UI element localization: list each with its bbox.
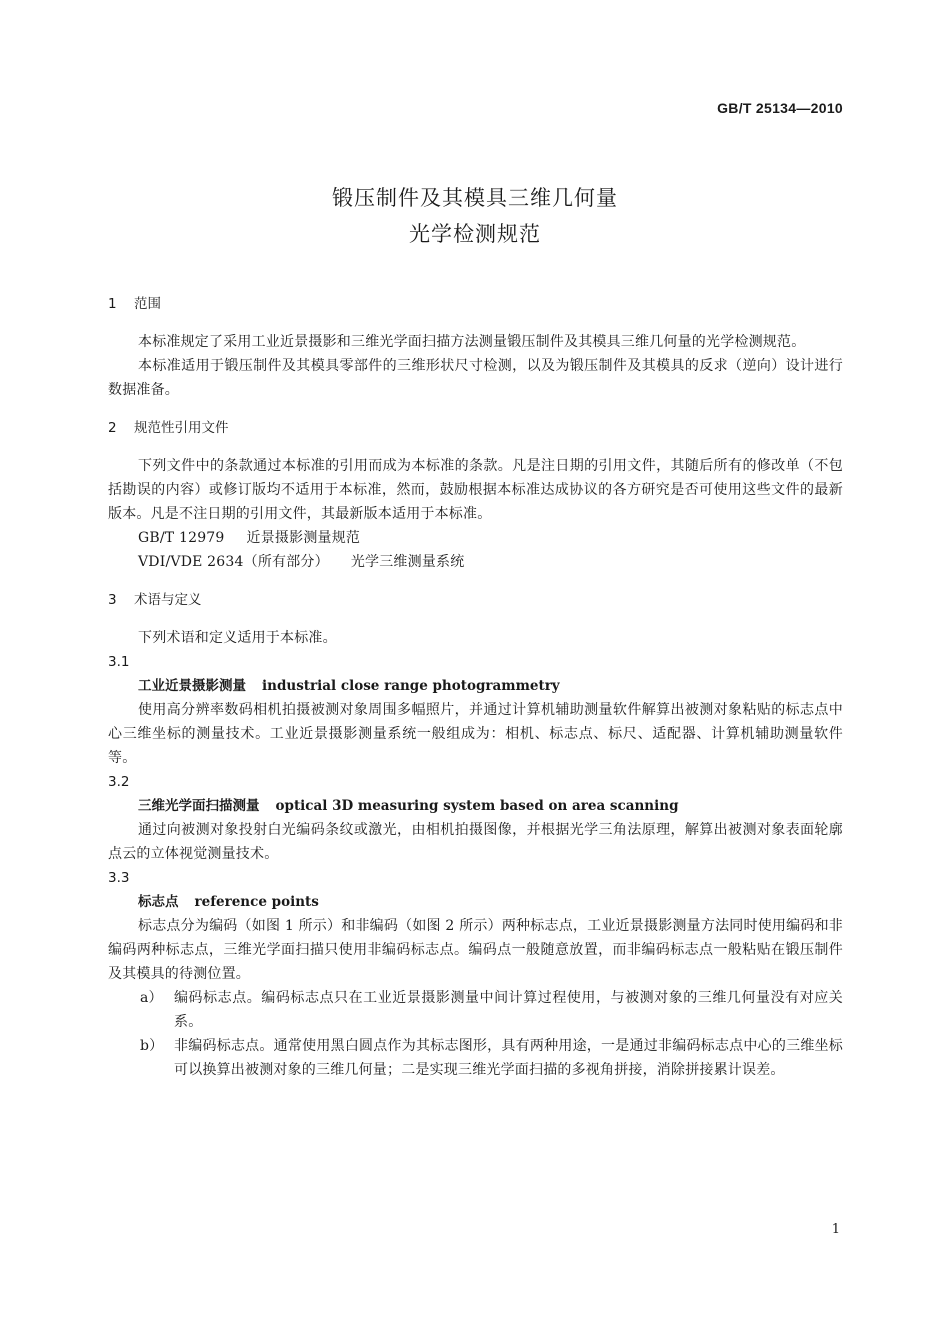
section-1-number: 1 [108,296,117,312]
reference-code: VDI/VDE 2634（所有部分） [138,554,329,570]
reference-item [108,550,843,574]
list-item-b [108,1034,843,1082]
list-item-a [108,986,843,1034]
list-item-text: 编码标志点。编码标志点只在工业近景摄影测量中间计算过程使用，与被测对象的三维几何量没有对应关系。 [174,990,843,1030]
document-body [108,290,843,1082]
term-english: industrial close range photogrammetry [262,678,560,694]
document-title [0,180,950,252]
section-1-paragraph-2: 本标准适用于锻压制件及其模具零部件的三维形状尺寸检测，以及为锻压制件及其模具的反求（逆向）设计进行数据准备。 [108,358,843,398]
section-1-heading [108,292,843,316]
section-3-heading [108,588,843,612]
term-heading-3-3 [108,890,843,914]
page-number: 1 [831,1222,840,1237]
title-line-2: 光学检测规范 [409,222,541,246]
term-english: optical 3D measuring system based on area scanning [275,798,679,814]
list-item-text: 非编码标志点。通常使用黑白圆点作为其标志图形，具有两种用途，一是通过非编码标志点中心的三维坐标可以换算出被测对象的三维几何量；二是实现三维光学面扫描的多视角拼接，消除拼接累计误差。 [174,1038,843,1078]
section-2-title: 规范性引用文件 [134,420,229,436]
term-chinese: 工业近景摄影测量 [138,678,246,694]
clause-number-3-2: 3.2 [108,774,130,790]
section-2-paragraph-1: 下列文件中的条款通过本标准的引用而成为本标准的条款。凡是注日期的引用文件，其随后所有的修改单（不包括勘误的内容）或修订版均不适用于本标准，然而，鼓励根据本标准达成协议的各方研究是否可使用这些文件的最新版本。凡是不注日期的引用文件，其最新版本适用于本标准。 [108,458,843,522]
clause-number-3-1: 3.1 [108,654,130,670]
title-line-1: 锻压制件及其模具三维几何量 [332,186,618,210]
term-definition-3-1: 使用高分辨率数码相机拍摄被测对象周围多幅照片，并通过计算机辅助测量软件解算出被测对象粘贴的标志点中心三维坐标的测量技术。工业近景摄影测量系统一般组成为：相机、标志点、标尺、适配器、计算机辅助测量软件等。 [108,702,843,766]
section-2-number: 2 [108,420,117,436]
section-2-heading [108,416,843,440]
term-heading-3-2 [108,794,843,818]
section-1-paragraph-1: 本标准规定了采用工业近景摄影和三维光学面扫描方法测量锻压制件及其模具三维几何量的光学检测规范。 [138,334,806,350]
reference-code: GB/T 12979 [138,530,225,546]
section-3-intro: 下列术语和定义适用于本标准。 [138,630,337,646]
list-marker: b） [140,1038,164,1054]
term-chinese: 三维光学面扫描测量 [138,798,260,814]
term-definition-3-2: 通过向被测对象投射白光编码条纹或激光，由相机拍摄图像，并根据光学三角法原理，解算出被测对象表面轮廓点云的立体视觉测量技术。 [108,822,843,862]
reference-title: 近景摄影测量规范 [246,530,361,546]
term-english: reference points [194,894,319,910]
reference-title: 光学三维测量系统 [350,554,465,570]
term-heading-3-1 [108,674,843,698]
term-definition-3-3: 标志点分为编码（如图 1 所示）和非编码（如图 2 所示）两种标志点，工业近景摄影测量方法同时使用编码和非编码两种标志点，三维光学面扫描只使用非编码标志点。编码点一般随意放置，而非编码标志点一般粘贴在锻压制件及其模具的待测位置。 [108,918,843,982]
reference-item [108,526,843,550]
list-marker: a） [140,990,163,1006]
section-1-title: 范围 [134,296,161,312]
section-3-title: 术语与定义 [134,592,202,608]
standard-number: GB/T 25134—2010 [717,100,843,116]
section-3-number: 3 [108,592,117,608]
term-chinese: 标志点 [138,894,179,910]
clause-number-3-3: 3.3 [108,870,130,886]
